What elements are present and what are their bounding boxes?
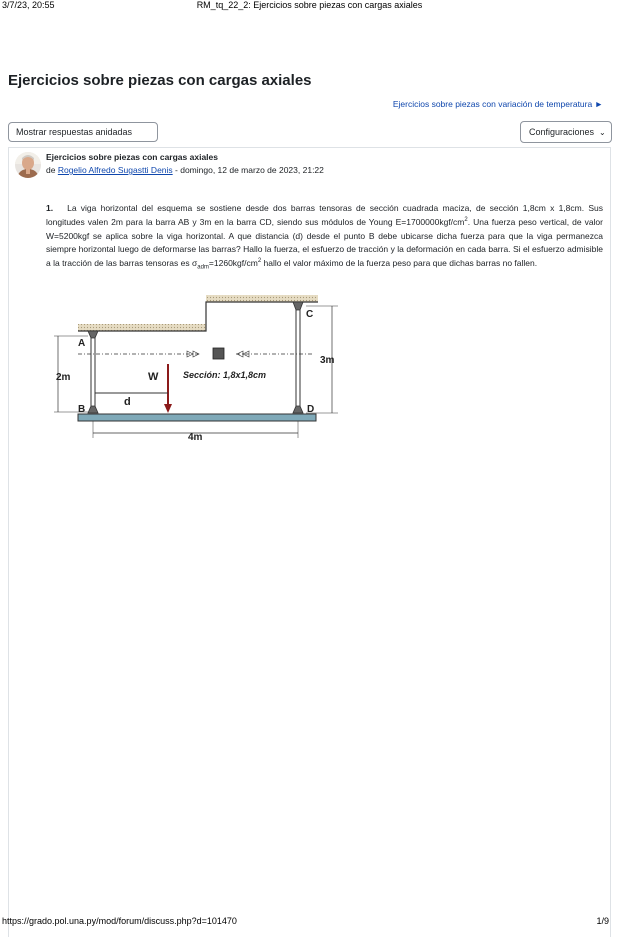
label-2m: 2m (56, 372, 71, 383)
section-line (78, 348, 312, 359)
load-arrow (164, 364, 172, 413)
beam-diagram (50, 290, 350, 450)
bar-ab (88, 331, 98, 413)
avatar[interactable] (15, 152, 41, 178)
next-discussion-link[interactable]: Ejercicios sobre piezas con variación de temperatura ► (392, 99, 603, 109)
exercise-number: 1. (46, 203, 54, 213)
ceiling (78, 295, 318, 331)
label-c: C (306, 309, 314, 320)
post-by-label: de (46, 165, 56, 175)
chevron-down-icon: ⌄ (599, 127, 606, 137)
print-page-number: 1/9 (596, 916, 609, 926)
label-d: D (307, 404, 315, 415)
body-text-1: La viga horizontal del esquema se sostiene desde dos barras tensoras de sección cuadrada maciza, de sección 1,8cm x 1,8cm. Sus longitudes valen 2m para la barra AB y 3m en la barra CD, siendo sus módulos de Young E=1700000kgf/cm (46, 203, 603, 227)
print-date: 3/7/23, 20:55 (2, 0, 55, 10)
display-mode-label: Mostrar respuestas anidadas (16, 127, 133, 137)
post-body (46, 202, 603, 271)
post-subject: Ejercicios sobre piezas con cargas axiales (46, 152, 218, 162)
section-square-icon (213, 348, 224, 359)
settings-button[interactable] (520, 121, 612, 143)
print-url: https://grado.pol.una.py/mod/forum/discuss.php?d=101470 (2, 916, 237, 926)
body-text-2: . Una fuerza peso vertical, de valor W=5200kgf se aplica sobre la viga horizontal. A que distancia (d) desde el punto B debe ubicarse dicha fuerza para que la viga permanezca siempre horizontal luego de deformarse las barras? Hallo la fuerza, el esfuerzo de tracción y la deformación en cada barra. Si el esfuerzo admisible a la tracción de las barras tensoras es σ (46, 216, 603, 269)
display-mode-select[interactable] (8, 122, 158, 142)
label-b: B (78, 404, 86, 415)
label-w: W (148, 371, 159, 383)
page-title: Ejercicios sobre piezas con cargas axiales (8, 72, 312, 89)
body-text-3: =1260kgf/cm (208, 258, 258, 269)
post-meta (46, 165, 324, 175)
body-text-4: hallo el valor máximo de la fuerza peso para que dichas barras no fallen. (261, 258, 538, 269)
print-title: RM_tq_22_2: Ejercicios sobre piezas con cargas axiales (196, 0, 423, 10)
label-a: A (78, 338, 86, 349)
label-4m: 4m (188, 432, 203, 443)
post-date: - domingo, 12 de marzo de 2023, 21:22 (172, 165, 324, 175)
settings-label: Configuraciones (529, 127, 595, 137)
section-label: Sección: 1,8x1,8cm (183, 370, 267, 380)
superscript-2: 2 (464, 216, 468, 223)
subscript-adm: adm (197, 264, 209, 271)
superscript-2b: 2 (257, 258, 262, 265)
label-3m: 3m (320, 355, 335, 366)
bar-cd (293, 302, 303, 413)
author-link[interactable]: Rogelio Alfredo Sugastti Denis (57, 165, 173, 175)
label-d-distance: d (124, 396, 131, 408)
horizontal-beam (78, 414, 316, 421)
